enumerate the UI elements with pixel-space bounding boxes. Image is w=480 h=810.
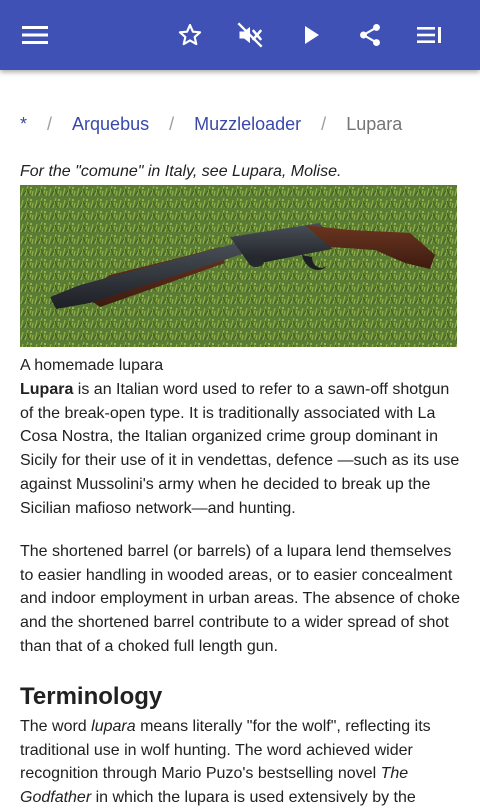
terminology-text-2: means literally "for the wolf", reflecting its traditional use in wolf hunting. The word achieved wider recognition through Mario Puzo's bestselling novel: [20, 718, 431, 783]
share-icon[interactable]: [347, 12, 393, 58]
terminology-italic-lupara: lupara: [91, 718, 136, 735]
intro-text: is an Italian word used to refer to a sawn-off shotgun of the break-open type. It is traditionally associated with La Cosa Nostra, the Italian organized crime group dominant in Sicily for their use of it in vendettas, defence —such as its use against Mussolini's army when he decided to break up the Sicilian mafioso network—and hunting.: [20, 381, 460, 517]
playlist-icon[interactable]: [407, 12, 453, 58]
breadcrumb-separator: /: [169, 113, 175, 134]
breadcrumb-link-muzzleloader[interactable]: Muzzleloader: [194, 113, 302, 134]
intro-bold-term: Lupara: [20, 381, 74, 398]
lupara-photo[interactable]: [20, 185, 457, 347]
breadcrumb-separator: /: [47, 113, 53, 134]
breadcrumb-link-root[interactable]: *: [20, 113, 28, 134]
breadcrumb-current: Lupara: [346, 113, 403, 134]
terminology-italic-godfather[interactable]: The Godfather: [20, 765, 409, 807]
terminology-text-1: The word: [20, 718, 92, 735]
terminology-text-3: in which the lupara is used extensively by the: [91, 789, 416, 807]
breadcrumb-link-arquebus[interactable]: Arquebus: [72, 113, 150, 134]
paragraph-2: The shortened barrel (or barrels) of a lupara lend themselves to easier handling in wooded areas, or to easier concealment and indoor employment in urban areas. The absence of choke and the shortened barrel contribute to a wider spread of shot than that of a choked full length gun.: [20, 543, 460, 655]
section-heading-terminology: Terminology: [20, 683, 163, 710]
star-outline-icon[interactable]: [167, 12, 213, 58]
hamburger-menu-icon[interactable]: [12, 12, 58, 58]
breadcrumb-separator: /: [321, 113, 327, 134]
app-bar: [0, 0, 480, 70]
terminology-paragraph: [20, 715, 465, 810]
volume-off-icon[interactable]: [227, 12, 273, 58]
play-icon[interactable]: [288, 12, 334, 58]
hatnote[interactable]: For the "comune" in Italy, see Lupara, Molise.: [20, 163, 342, 180]
image-caption: A homemade lupara: [20, 357, 164, 374]
intro-paragraph: [20, 378, 465, 520]
breadcrumb: [20, 112, 460, 136]
